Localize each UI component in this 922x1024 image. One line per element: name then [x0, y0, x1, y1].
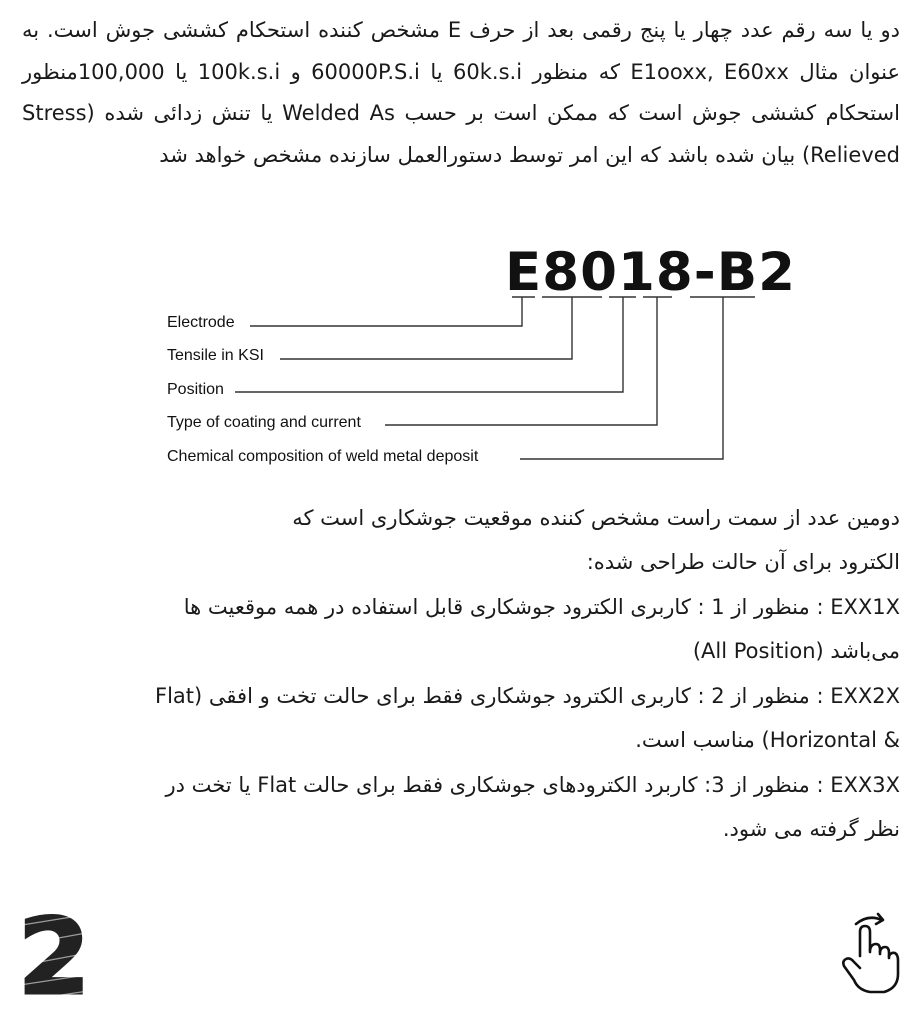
second-digit-line-2: الکترود برای آن حالت طراحی شده:	[586, 550, 900, 574]
intro-paragraph: دو یا سه رقم عدد چهار یا پنج رقمی بعد از حرف E مشخص کننده استحکام کششی جوش است. به عنوان مثال E1ooxx, E60xx که منظور 60k.s.i یا 60000P.S.i و 100k.s.i یا 100,000منظور استحکام کششی جوش است که ممکن است بر حسب Welded As یا تنش زدائی شده (Stress Relieved) بیان شده باشد که این امر توسط دستورالعمل سازنده مشخص خواهد شد	[22, 18, 900, 167]
label-chemical: Chemical composition of weld metal deposit	[167, 448, 479, 465]
exx2x-line-2: & Horizontal) مناسب است.	[635, 728, 900, 752]
exx3x-line-1: EXX3X : منظور از 3: کاربرد الکترودهای جوشکاری فقط برای حالت Flat یا تخت در	[165, 773, 900, 797]
exx1x-line-1: EXX1X : منظور از 1 : کاربری الکترود جوشکاری قابل استفاده در همه موقعیت ها	[183, 595, 900, 619]
page-number: 2	[17, 905, 91, 1005]
label-position: Position	[167, 381, 224, 398]
swipe-hand-icon	[834, 910, 904, 1000]
page-number-mark	[14, 905, 94, 1005]
label-electrode: Electrode	[167, 314, 235, 331]
exx3x-line-2: نظر گرفته می شود.	[722, 817, 900, 841]
label-coating: Type of coating and current	[167, 414, 361, 431]
exx2x-line-1: EXX2X : منظور از 2 : کاربری الکترود جوشکاری فقط برای حالت تخت و افقی (Flat	[155, 684, 900, 708]
second-digit-line-1: دومین عدد از سمت راست مشخص کننده موقعیت جوشکاری است که	[292, 506, 900, 530]
label-tensile: Tensile in KSI	[167, 347, 264, 364]
exx1x-line-2: می‌باشد (All Position)	[692, 639, 900, 663]
electrode-code: E8018-B2	[505, 242, 796, 303]
